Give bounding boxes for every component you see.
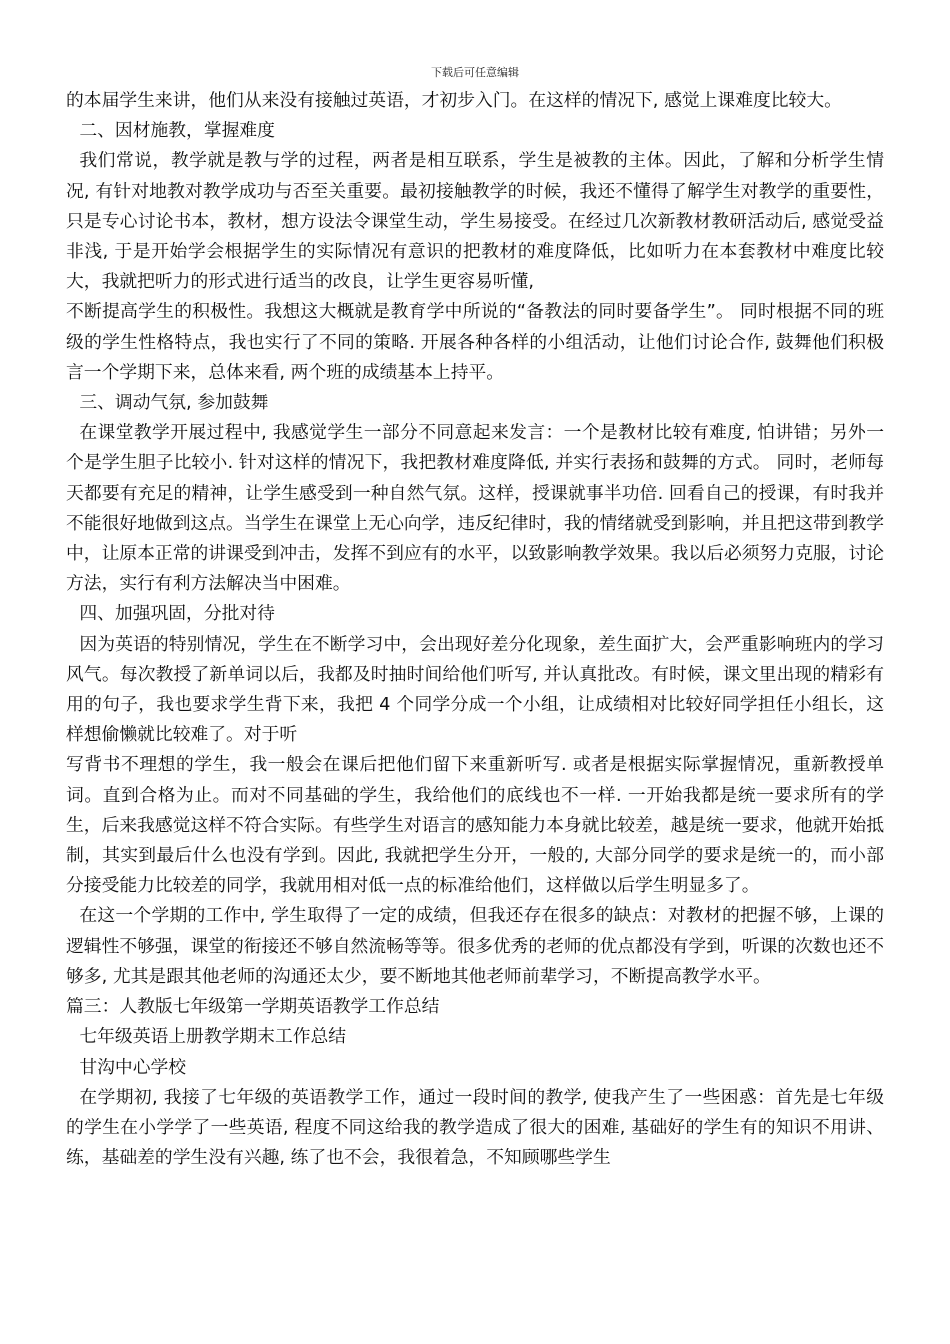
document-body: [66, 86, 884, 1173]
section-heading: 二、因材施教，掌握难度: [79, 120, 275, 142]
paragraph: 不断提高学生的积极性。我想这大概就是教育学中所说的“备教法的同时要备学生”。 同时根据不同的班级的学生性格特点，我也实行了不同的策略. 开展各种各样的小组活动，让他们讨论合作, 鼓舞他们积极言一个学期下来，总体来看, 两个班的成绩基本上持平。: [66, 301, 884, 383]
section-heading: 四、加强巩固，分批对待: [79, 603, 275, 625]
paragraph: 在学期初, 我接了七年级的英语教学工作，通过一段时间的教学, 使我产生了一些困惑：首先是七年级的学生在小学学了一些英语, 程度不同这给我的教学造成了很大的困难, 基础好的学生有的知识不用讲、练，基础差的学生没有兴趣, 练了也不会，我很着急，不知顾哪些学生: [66, 1086, 884, 1169]
paragraph: 我们常说，教学就是教与学的过程，两者是相互联系，学生是被教的主体。因此，了解和分析学生情况, 有针对地教对教学成功与否至关重要。最初接触教学的时候，我还不懂得了解学生对教学的重要性，只是专心讨论书本，教材，想方设法令课堂生动，学生易接受。在经过几次新教材教研活动后, 感觉受益非浅, 于是开始学会根据学生的实际情况有意识的把教材的难度降低，比如听力在本套教材中难度比较大，我就把听力的形式进行适当的改良，让学生更容易听懂,: [66, 150, 884, 293]
article-subtitle: 七年级英语上册教学期末工作总结: [79, 1026, 347, 1048]
paragraph: 在这一个学期的工作中, 学生取得了一定的成绩，但我还存在很多的缺点：对教材的把握不够，上课的逻辑性不够强，课堂的衔接还不够自然流畅等等。很多优秀的老师的优点都没有学到，听课的次数也还不够多, 尤其是跟其他老师的沟通还太少，要不断地其他老师前辈学习，不断提高教学水平。: [66, 905, 884, 987]
section-heading: 三、调动气氛, 参加鼓舞: [79, 392, 269, 414]
article-title: 篇三：人教版七年级第一学期英语教学工作总结: [66, 996, 440, 1018]
school-name: 甘沟中心学校: [79, 1056, 187, 1078]
paragraph: 的本届学生来讲，他们从来没有接触过英语，才初步入门。在这样的情况下, 感觉上课难度比较大。: [66, 90, 842, 111]
page-header-note: 下载后可任意编辑: [431, 66, 519, 79]
paragraph: 写背书不理想的学生，我一般会在课后把他们留下来重新听写. 或者是根据实际掌握情况，重新教授单词。直到合格为止。而对不同基础的学生，我给他们的底线也不一样. 一开始我都是统一要求所有的学生，后来我感觉这样不符合实际。有些学生对语言的感知能力本身就比较差，越是统一要求，他就开始抵制，其实到最后什么也没有学到。因此, 我就把学生分开，一般的, 大部分同学的要求是统一的，而小部分接受能力比较差的同学，我就用相对低一点的标准给他们，这样做以后学生明显多了。: [66, 754, 884, 897]
paragraph: 在课堂教学开展过程中, 我感觉学生一部分不同意起来发言：一个是教材比较有难度, 怕讲错；另外一个是学生胆子比较小. 针对这样的情况下，我把教材难度降低, 并实行表扬和鼓舞的方式。 同时，老师每天都要有充足的精神，让学生感受到一种自然气氛。这样，授课就事半功倍. 回看自己的授课，有时我并不能很好地做到这点。当学生在课堂上无心向学，违反纪律时，我的情绪就受到影响，并且把这带到教学中，让原本正常的讲课受到冲击，发挥不到应有的水平，以致影响教学效果。我以后必须努力克服，讨论方法，实行有利方法解决当中困难。: [66, 422, 884, 595]
paragraph: 因为英语的特别情况，学生在不断学习中，会出现好差分化现象，差生面扩大，会严重影响班内的学习风气。每次教授了新单词以后，我都及时抽时间给他们听写, 并认真批改。有时候，课文里出现的精彩有用的句子，我也要求学生背下来，我把 4 个同学分成一个小组，让成绩相对比较好同学担任小组长，这样想偷懒就比较难了。对于听: [66, 633, 884, 746]
